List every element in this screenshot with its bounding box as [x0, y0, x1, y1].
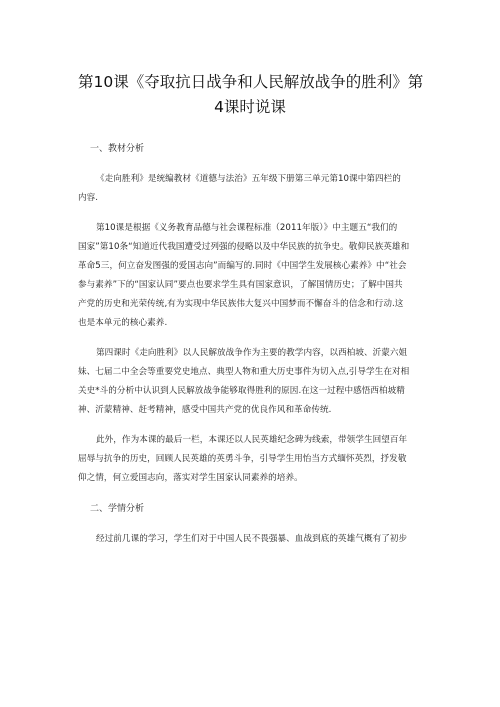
text-line: 内容.: [78, 193, 99, 203]
document-title: [78, 70, 422, 120]
section-heading: 一、教材分析: [90, 144, 145, 154]
paragraph: [78, 530, 422, 549]
paragraph: [78, 170, 422, 208]
title-line-1: 第10课《夺取抗日战争和人民解放战争的胜利》第: [78, 73, 424, 91]
section-heading: 二、学情分析: [90, 504, 145, 514]
text-line: 《走向胜利》是统编教材《道德与法治》五年级下册第三单元第10课中第四栏的: [96, 174, 401, 184]
text-line: 产党的历史和光荣传统,有为实现中华民族伟大复兴中国梦而不懈奋斗的信念和行动.这: [78, 299, 404, 309]
text-line: 第10课是根据《义务教育品德与社会课程标准（2011年版）》中主题五“我们的: [96, 223, 398, 233]
text-line: 神、沂蒙精神、赶考精神，感受中国共产党的优良作风和革命传统.: [78, 405, 332, 415]
section-textbook-analysis: [78, 142, 422, 488]
paragraph: [78, 431, 422, 488]
text-line: 妹、七届二中全会等重要党史地点、典型人物和重大历史事件为切入点,引导学生在对相: [78, 367, 410, 377]
text-line: 仰之情，何立爱国志向，落实对学生国家认同素养的培养。: [78, 473, 303, 483]
text-line: 也是本单元的核心素养.: [78, 318, 168, 328]
title-line-2: 4课时说课: [214, 98, 286, 116]
paragraph: [78, 219, 422, 333]
text-line: 屈辱与抗争的历史，回顾人民英雄的英勇斗争，引导学生用怡当方式缅怀英烈，抒发敬: [78, 454, 407, 464]
text-line: 参与素养”下的“国家认同”要点也要求学生具有国家意识，了解国情历史；了解中国共: [78, 280, 403, 290]
text-line: 革命5三，何立奋发图强的爱国志向”而编写的.同时《中国学生发展核心素养》中“社会: [78, 261, 407, 271]
text-line: 关史*斗的分析中认识到人民解放战争能够取得胜利的原因.在这一过程中感悟西柏坡精: [78, 386, 405, 396]
paragraph: [78, 344, 422, 420]
text-line: 第四课时《走向胜利》以人民解放战争作为主要的教学内容，以西柏坡、沂蒙六姐: [96, 348, 408, 358]
text-line: 此外，作为本课的最后一栏，本课还以人民英雄纪念碑为线索，带领学生回望百年: [96, 435, 408, 445]
text-line: 经过前几课的学习，学生们对于中国人民不畏强暴、血战到底的英雄气概有了初步: [96, 534, 408, 544]
text-line: 国家”第10条“知道近代我国遭受过列强的侵略以及中华民族的抗争史。敬仰民族英雄和: [78, 242, 410, 252]
section-student-analysis: [78, 502, 422, 549]
